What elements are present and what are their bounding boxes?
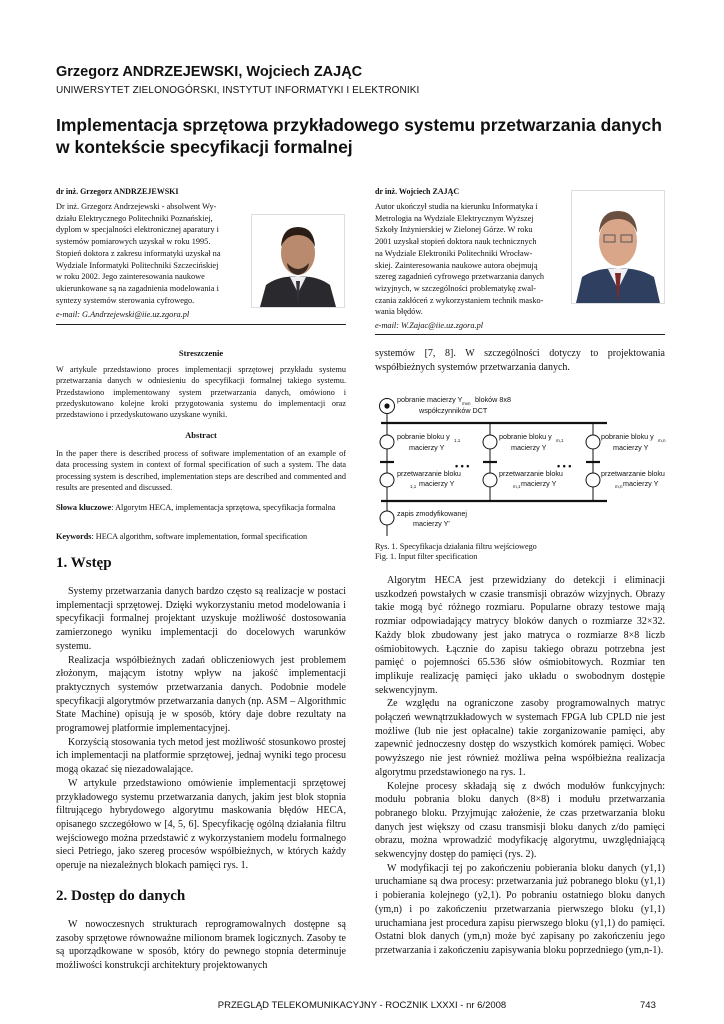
- author-photo-zajac: [571, 190, 665, 304]
- token-icon: [384, 403, 389, 408]
- streszczenie-text: [56, 364, 346, 424]
- bio-right-name: dr inż. Wojciech ZAJĄC: [375, 187, 460, 196]
- petri-place: [380, 511, 394, 525]
- figure-1-petri-net: [375, 390, 670, 540]
- fig-ellipsis: • • •: [455, 461, 470, 471]
- keywords-en-label: Keywords: [56, 532, 92, 541]
- fig-proc-suffix-1: macierzy Y: [419, 479, 455, 488]
- bio-left-email: e-mail: G.Andrzejewski@iie.uz.zgora.pl: [56, 310, 190, 319]
- right-intro: [375, 347, 665, 374]
- fig-proc-sub-2: m,1: [513, 484, 521, 489]
- abstract-paragraph: In the paper there is described process of software implementation of an example of data processing system in context of formal specification of such a system. The data processing system is described, implementation steps are described and commented and results are presented and discussed.: [56, 449, 346, 492]
- paragraph: Realizacja współbieżnych zadań obliczeniowych jest problemem złożonym, mającym istotny wpływ na jakość implementacji praktycznych systemów przetwarzania danych. Podobnie modele specyfikacji algorytmów przetwarzania danych (np. ASM – Algorithmic State Machine) opisują je w sposób, który daje dobre rezultaty na programowej platformie implementacyjnej.: [56, 654, 346, 735]
- petri-place: [586, 435, 600, 449]
- keywords-en: [56, 531, 346, 542]
- keywords-en-value: : HECA algorithm, software implementation, formal specification: [91, 532, 308, 541]
- right-body: [375, 574, 665, 958]
- petri-place: [483, 435, 497, 449]
- streszczenie-title: Streszczenie: [178, 348, 224, 358]
- paper-title: [56, 114, 676, 158]
- paragraph: Korzyścią stosowania tych metod jest możliwość stosunkowo prostej ich implementacji na platformie sprzętowej, jednaj wyniki tego procesu mogą okazać się niezadowalające.: [56, 736, 346, 776]
- bio-left-line: Stopień doktora z zakresu informatyki uzyskał na: [56, 248, 221, 258]
- fig-top-label-sub: mxn: [462, 401, 471, 406]
- fig-proc-suffix-2: macierzy Y: [521, 479, 557, 488]
- authors: Grzegorz ANDRZEJEWSKI, Wojciech ZAJĄC: [56, 64, 363, 80]
- fig-fetch-label-2: pobranie bloku y: [499, 432, 552, 441]
- bio-right-line: szereg zagadnień cyfrowego przetwarzania danych: [375, 272, 545, 282]
- paragraph: Ze względu na ograniczone zasoby programowalnych matryc połączeń wewnątrzukładowych w systemach FPGA lub CPLD nie jest możliwe (lub nie jest opłacalne) takie zorganizowanie pamięci, aby zapewnić jednoczesny dostęp do wszystkich komórek pamięci. Wobec powyższego nie jest również możliwa pełna współbieżna realizacja algorytmu przedstawionego na rys. 1.: [375, 698, 665, 778]
- fig-proc-suffix-3: macierzy Y: [623, 479, 659, 488]
- bio-left-line: Dr inż. Grzegorz Andrzejewski - absolwent Wy-: [56, 202, 217, 211]
- bio-right-line: wania błędów.: [375, 307, 423, 317]
- page-number: 743: [640, 1000, 656, 1011]
- fig-fetch-label-3: pobranie bloku y: [601, 432, 654, 441]
- affiliation: UNIWERSYTET ZIELONOGÓRSKI, INSTYTUT INFORMATYKI I ELEKTRONIKI: [56, 85, 420, 96]
- bio-left-name: dr inż. Grzegorz ANDRZEJEWSKI: [56, 187, 179, 196]
- divider: [375, 334, 665, 335]
- section-1-body: [56, 585, 346, 873]
- bio-left-line: ukierunkowane są na zagadnienia modelowania i: [56, 283, 219, 293]
- bio-left-line: dyplom w specjalności elektronicznej aparatury i: [56, 225, 219, 235]
- title-line-2: w kontekście specyfikacji formalnej: [56, 137, 353, 157]
- fig-proc-label-1: przetwarzanie bloku: [397, 469, 461, 478]
- fig-proc-label-2: przetwarzanie bloku: [499, 469, 563, 478]
- petri-place: [586, 473, 600, 487]
- fig-top-label: pobranie macierzy Y: [397, 395, 463, 404]
- section-2-heading: 2. Dostęp do danych: [56, 888, 186, 904]
- portrait-image: [572, 191, 664, 303]
- fig-fetch-sub-2: m,1: [556, 438, 564, 443]
- journal-footer: PRZEGLĄD TELEKOMUNIKACYJNY - ROCZNIK LXXXI - nr 6/2008: [217, 1000, 507, 1011]
- bio-left-line: działu Elektrycznego Politechniki Poznańskiej,: [56, 213, 213, 223]
- paragraph: Kolejne procesy składają się z dwóch modułów funkcyjnych: modułu pobrania bloku danych (8×8) i modułu przetwarzania pobranego bloku. Przyjmując założenie, że czas przetwarzania bloku danych jest większy od czasu transmisji bloku danych z/do pamięci obrazu, można wprowadzić modyfikację algorytmu, uwzględniającą sekwencyjny dostęp do pamięci (rys. 2).: [375, 780, 665, 861]
- section-1-heading: 1. Wstęp: [56, 555, 112, 571]
- fig-top-label-2: bloków 8x8: [475, 395, 511, 404]
- fig-bottom-label-1: zapis zmodyfikowanej: [397, 509, 467, 518]
- keywords-pl: [56, 502, 346, 513]
- fig-bottom-label-2: macierzy Y': [413, 519, 450, 528]
- title-line-1: Implementacja sprzętowa przykładowego systemu przetwarzania danych: [56, 115, 662, 135]
- divider: [56, 324, 346, 325]
- abstract-text: [56, 448, 346, 497]
- petri-place: [380, 435, 394, 449]
- caption-en: Fig. 1. Input filter specification: [375, 552, 478, 561]
- bio-right-line: Szkoły Inżynierskiej w Zielonej Górze. W roku: [375, 225, 533, 235]
- bio-left-text: [56, 201, 246, 306]
- bio-right-line: Metrologia na Wydziale Elektrycznym Wyższej: [375, 213, 534, 223]
- fig-fetch-sub-1: 1,1: [454, 438, 461, 443]
- bio-right-text: [375, 201, 565, 318]
- fig-top-label-3: współczynników DCT: [419, 406, 488, 415]
- fig-ellipsis: • • •: [557, 461, 572, 471]
- bio-right-email: e-mail: W.Zajac@iie.uz.zgora.pl: [375, 321, 484, 330]
- fig-proc-sub-1: 1,1: [410, 484, 417, 489]
- streszczenie-paragraph: W artykule przedstawiono proces implementacji sprzętowej przykładu systemu przetwarzania danych w odniesieniu do specyfikacji formalnej takiego systemu. Przedstawiono implementowany system przetwarzania danych, omówiono i przedyskutowano kolejne kroki przygotowania systemu do implementacji oraz przedstawiono i przedyskutowano uzyskane wyniki.: [56, 365, 346, 420]
- bio-right-line: 2001 uzyskał stopień doktora nauk technicznych: [375, 237, 537, 247]
- bio-right-line: czania zakłóceń z wykorzystaniem technik masko-: [375, 295, 544, 305]
- bio-left-line: w roku 2002. Jego zainteresowania naukowe: [56, 272, 205, 282]
- section-2-body: [56, 918, 346, 973]
- bio-right-line: wizyjnych, w szczególności problematykę zwal-: [375, 283, 537, 293]
- fig-fetch-sub-3: m,n: [658, 438, 666, 443]
- paragraph: W modyfikacji tej po zakończeniu pobierania bloku danych (y1,1) uruchamiane są dwa procesy: przetwarzania już pobranego bloku (y1,1) i pobierania kolejnego (y2,1). Po pobraniu ostatniego bloku danych (ym,n) i po zakończeniu przetwarzania pierwszego bloku (y1,1) uruchamiana jest procedura zapisu pierwszego bloku (y1,1) do pamięci. Ostatni blok danych (ym,n) może być zapisany po zakończeniu jego przetwarzania i zakończeniu zapisywania bloku poprzedniego (ym,n-1).: [375, 862, 665, 956]
- keywords-pl-label: Słowa kluczowe: [56, 503, 112, 512]
- fig-fetch-suffix-2: macierzy Y: [511, 443, 547, 452]
- paragraph: W nowoczesnych strukturach reprogramowalnych dostępne są zasoby sprzętowe równoważne milionom bramek logicznych. Zasoby te są uporządkowane w sposób, który do pewnego stopnia determinuje możliwości konstrukcji architektury projektowanych: [56, 919, 346, 972]
- fig-proc-sub-3: m,n: [615, 484, 623, 489]
- bio-left-line: systemów pomiarowych uzyskał w roku 1995.: [56, 237, 211, 247]
- petri-place: [380, 473, 394, 487]
- paragraph: Systemy przetwarzania danych bardzo często są realizacje w postaci implementacji sprzętowej. Dzięki wykorzystaniu metod modelowania i specyfikacji formalnej projektant uzyskuje możliwość dostosowania zamierzonego wyniku implementacji do docelowych warunków systemu.: [56, 586, 346, 652]
- figure-caption: [375, 542, 537, 562]
- abstract-title: Abstract: [185, 430, 217, 440]
- portrait-image: [252, 215, 344, 307]
- fig-fetch-suffix-3: macierzy Y: [613, 443, 649, 452]
- bio-right-line: Autor ukończył studia na kierunku Informatyka i: [375, 202, 538, 211]
- fig-fetch-suffix-1: macierzy Y: [409, 443, 445, 452]
- paragraph: Algorytm HECA jest przewidziany do detekcji i eliminacji uszkodzeń powstałych w czasie transmisji obrazów wizyjnych. Obrazy takie mogą być różnego rozmiaru. Popularne obrazy testowe mają rozmiar odpowiadający matrycy bloków danych o rozmiarze 32×32. Każdy blok zbudowany jest jako matryca o rozmiarze 8×8 liczb ośmiobitowych. Łącznie do zapisu takiego obrazu potrzebna jest pamięć o pojemności 65.536 słów ośmiobitowych. Rozmiar ten implikuje realizację pamięci jako układu o swobodnym dostępie sekwencyjnym.: [375, 575, 665, 696]
- fig-fetch-label-1: pobranie bloku y: [397, 432, 450, 441]
- author-photo-andrzejewski: [251, 214, 345, 308]
- bio-left-line: Wydziale Informatyki Politechniki Szczecińskiej: [56, 260, 219, 270]
- bio-left-line: syntezy systemów sterowania cyfrowego.: [56, 295, 195, 305]
- keywords-pl-value: : Algorytm HECA, implementacja sprzętowa, specyfikacja formalna: [111, 503, 336, 512]
- paragraph: W artykule przedstawiono omówienie implementacji sprzętowej przykładowego systemu przetwarzania danych, jakim jest blok stopnia filtrującego hybrydowego algorytmu maskowania błędów HECA, opisanego szczegółowo w [4, 5, 6]. Specyfikację ogólną działania filtru wejściowego można przedstawić z wykorzystaniem modelu formalnego sieci Petriego, jako szereg procesów współbieżnych, w których każdy operuje na niezależnych blokach pamięci rys. 1.: [56, 777, 346, 872]
- bio-right-line: skiej. Zainteresowania naukowe autora obejmują: [375, 260, 538, 270]
- caption-pl: Rys. 1. Specyfikacja działania filtru wejściowego: [375, 542, 537, 551]
- fig-proc-label-3: przetwarzanie bloku: [601, 469, 665, 478]
- paragraph: systemów [7, 8]. W szczególności dotyczy to projektowania współbieżnych systemów przetwarzania danych.: [375, 348, 665, 373]
- bio-right-line: na Wydziale Elektroniki Politechniki Wrocław-: [375, 248, 533, 258]
- petri-place: [483, 473, 497, 487]
